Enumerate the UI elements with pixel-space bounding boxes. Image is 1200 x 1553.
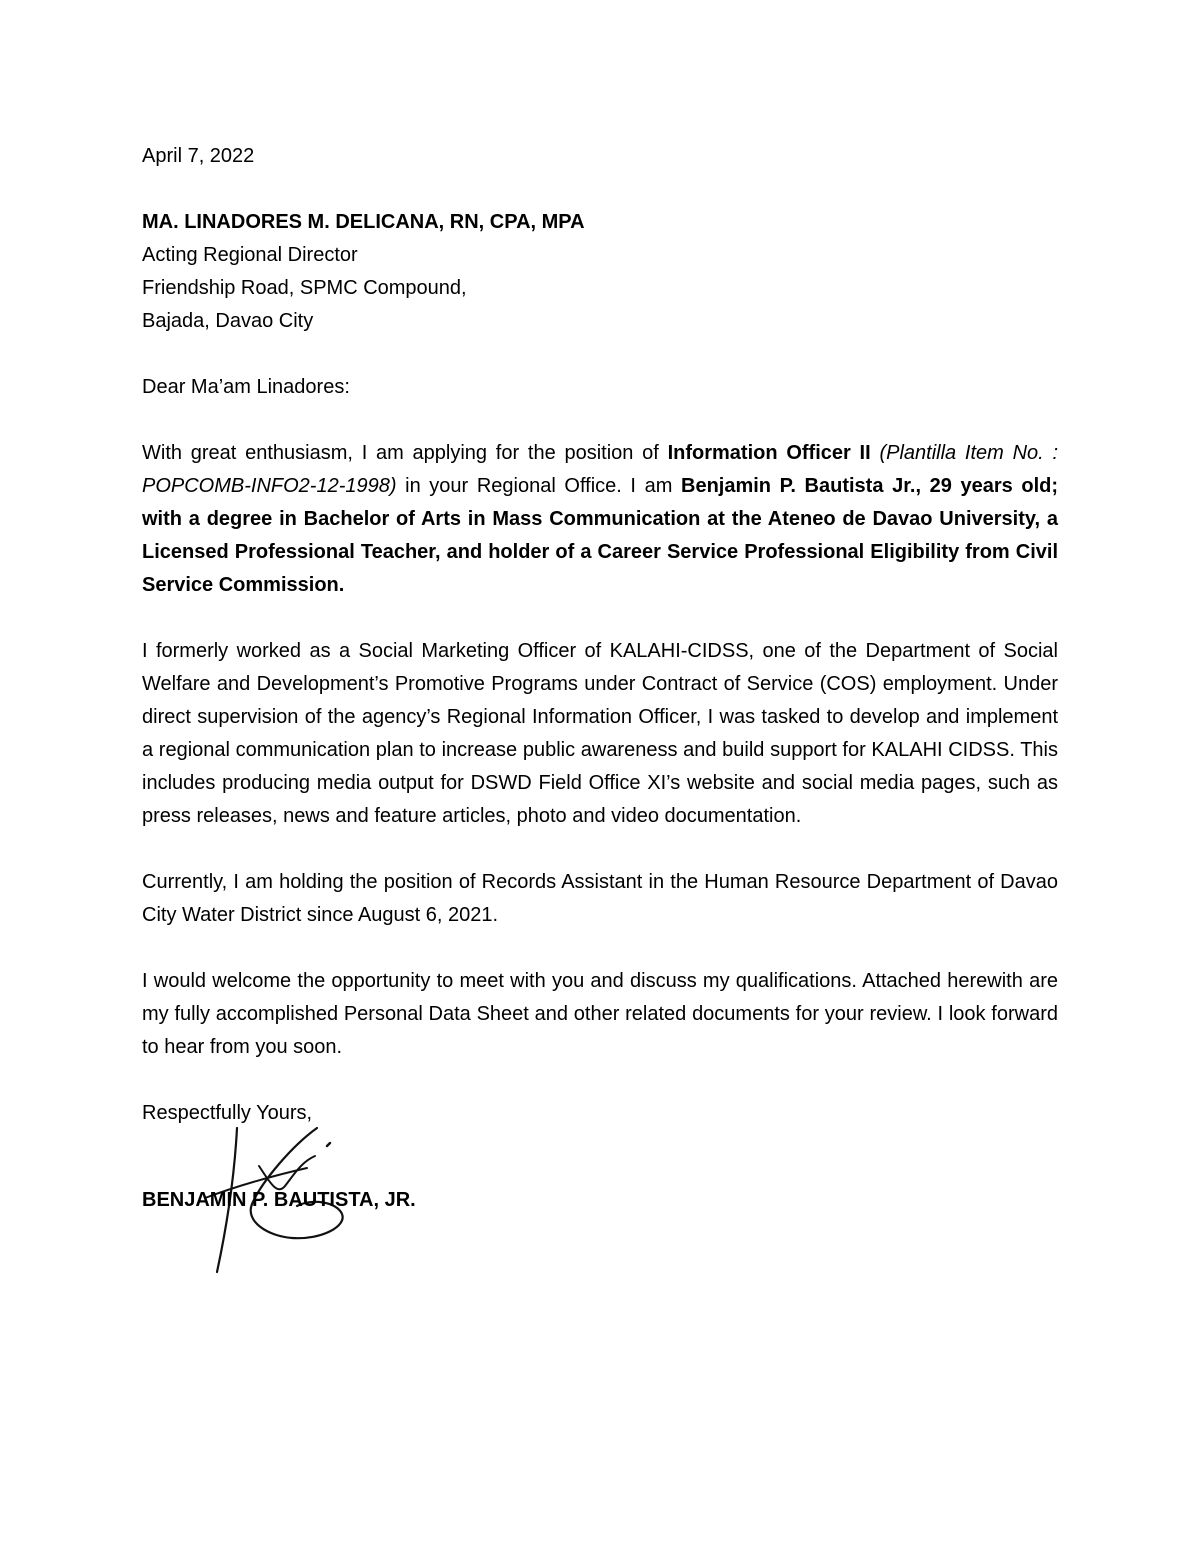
- recipient-address-line1: Friendship Road, SPMC Compound,: [142, 277, 467, 299]
- recipient-name: MA. LINADORES M. DELICANA, RN, CPA, MPA: [142, 211, 585, 233]
- signer-name: BENJAMIN P. BAUTISTA, JR.: [142, 1189, 416, 1211]
- signature-stroke-dot: [327, 1143, 330, 1146]
- complimentary-close: Respectfully Yours,: [142, 1102, 313, 1124]
- paragraph-current-position: Currently, I am holding the position of Records Assistant in the Human Resource Department of Davao City Water District since August 6, 2021.: [142, 871, 1058, 926]
- applicant-credentials: Benjamin P. Bautista Jr., 29 years old; with a degree in Bachelor of Arts in Mass Communication at the Ateneo de Davao University, a Licensed Professional Teacher, and holder of a Career Service Professional Eligibility from Civil Service Commission.: [142, 475, 1059, 596]
- letter-date: April 7, 2022: [142, 145, 255, 167]
- paragraph-application-text3: in your Regional Office. I am: [396, 475, 681, 497]
- recipient-address-line2: Bajada, Davao City: [142, 310, 314, 332]
- recipient-block: [142, 206, 1058, 338]
- signature-block: [142, 1130, 1058, 1280]
- salutation: Dear Ma’am Linadores:: [142, 376, 350, 398]
- paragraph-application: [142, 437, 1058, 602]
- recipient-title: Acting Regional Director: [142, 244, 358, 266]
- plantilla-item: (Plantilla Item No. : POPCOMB-INFO2-12-1998): [142, 442, 1058, 497]
- letter-body: [142, 140, 1058, 1280]
- paragraph-application-text1: With great enthusiasm, I am applying for the position of: [142, 442, 668, 464]
- position-title: Information Officer II: [667, 442, 871, 464]
- paragraph-closing-request: I would welcome the opportunity to meet with you and discuss my qualifications. Attached herewith are my fully accomplished Personal Data Sheet and other related documents for your review. I look forward to hear from you soon.: [142, 970, 1058, 1058]
- paragraph-experience: I formerly worked as a Social Marketing Officer of KALAHI-CIDSS, one of the Department of Social Welfare and Development’s Promotive Programs under Contract of Service (COS) employment. Under direct supervision of the agency’s Regional Information Officer, I was tasked to develop and implement a regional communication plan to increase public awareness and build support for KALAHI CIDSS. This includes producing media output for DSWD Field Office XI’s website and social media pages, such as press releases, news and feature articles, photo and video documentation.: [142, 640, 1058, 827]
